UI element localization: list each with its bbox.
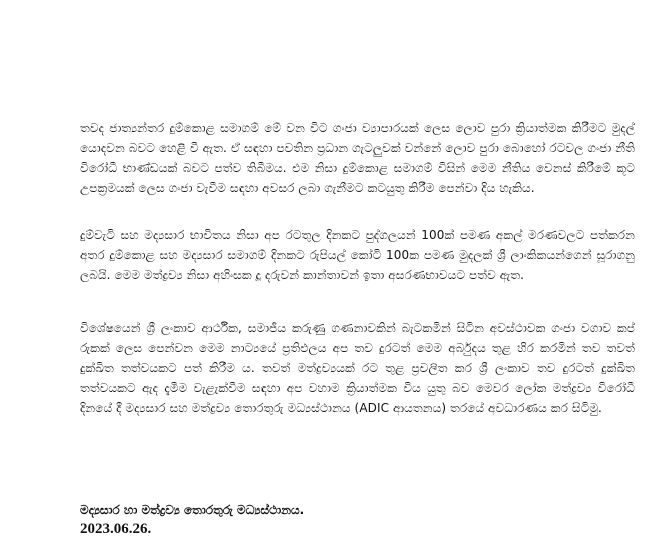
signature-organization: මද්‍යසාර හා මත්ද්‍රව්‍ය තොරතුරු මධ්‍යස්ථානය. [80,503,305,517]
paragraph-tobacco-companies: තවද ජාත්‍යන්තර දුම්කොළ සමාගම් මේ වන විට ගංජා ව්‍යාපාරයක් ලෙස ලොව පුරා ක්‍රියාත්මක කිරීමට මුදල් යොදවන බවට හෙළි වී ඇත. ඒ සඳහා පවතින ප්‍රධාන ගැටලුවක් වන්නේ ලොව පුරා බොහෝ රටවල ගංජා නීති විරෝධී භාණ්ඩයක් බවට පත්ව තිබීමය. එම නිසා දුම්කොළ සමාගම් විසින් මෙම නීතිය වෙනස් කිරීමේ කූට උපක්‍රමයක් ලෙස ගංජා වැවීම සඳහා අවසර ලබා ගැනීමට කටයුතු කිරීම පෙන්වා දිය හැකිය. [80,121,635,195]
signature-date: 2023.06.26. [80,521,152,537]
paragraph-adic-statement: විශේෂයෙන් ශ්‍රී ලංකාව ආර්ථික, සමාජීය කරුණු ගණනාවකින් බැටකමින් සිටින අවස්ථාවක ගංජා වගාව කප් රුකක් ලෙස පෙන්වන මෙම නාට්‍යයේ ප්‍රතිඵලය අප තව දුරටත් මෙම අර්බුදය තුළ හිර කරමින් තව තවත් දුක්ඛිත තත්වයකට පත් කිරීම ය. තවත් මත්ද්‍රව්‍යයක් රට තුළ ප්‍රචලිත කර ශ්‍රී ලංකාව තව දුරටත් දුක්ඛිත තත්වයකට ඇද දැමීම වැළැක්වීම සඳහා අප වහාම ක්‍රියාත්මක විය යුතු බව මෙවර ලෝක මත්ද්‍රව්‍ය විරෝධී දිනයේ දී මද්‍යසාර සහ මත්ද්‍රව්‍ය තොරතුරු මධ්‍යස්ථානය (ADIC ආයතනය) තරයේ අවධාරණය කර සිටිමු. [80,321,635,415]
paragraph-deaths-and-costs: දුම්වැටි සහ මද්‍යසාර භාවිතය නිසා අප රටතුල දිනකට පුද්ගලයන් 100ක් පමණ අකල් මරණවලට පත්කරන අතර දුම්කොළ සහ මද්‍යසාර සමාගම් දිනකට රුපියල් කෝටි 100ක පමණ මුදලක් ශ්‍රී ලාංකිකයන්ගෙන් සූරාගනු ලබයි. මෙම මත්ද්‍රව්‍ය නිසා අහිංසක දූ දරුවන් කාන්තාවන් ඉතා අසරණභාවයට පත්ව ඇත. [80,228,635,282]
